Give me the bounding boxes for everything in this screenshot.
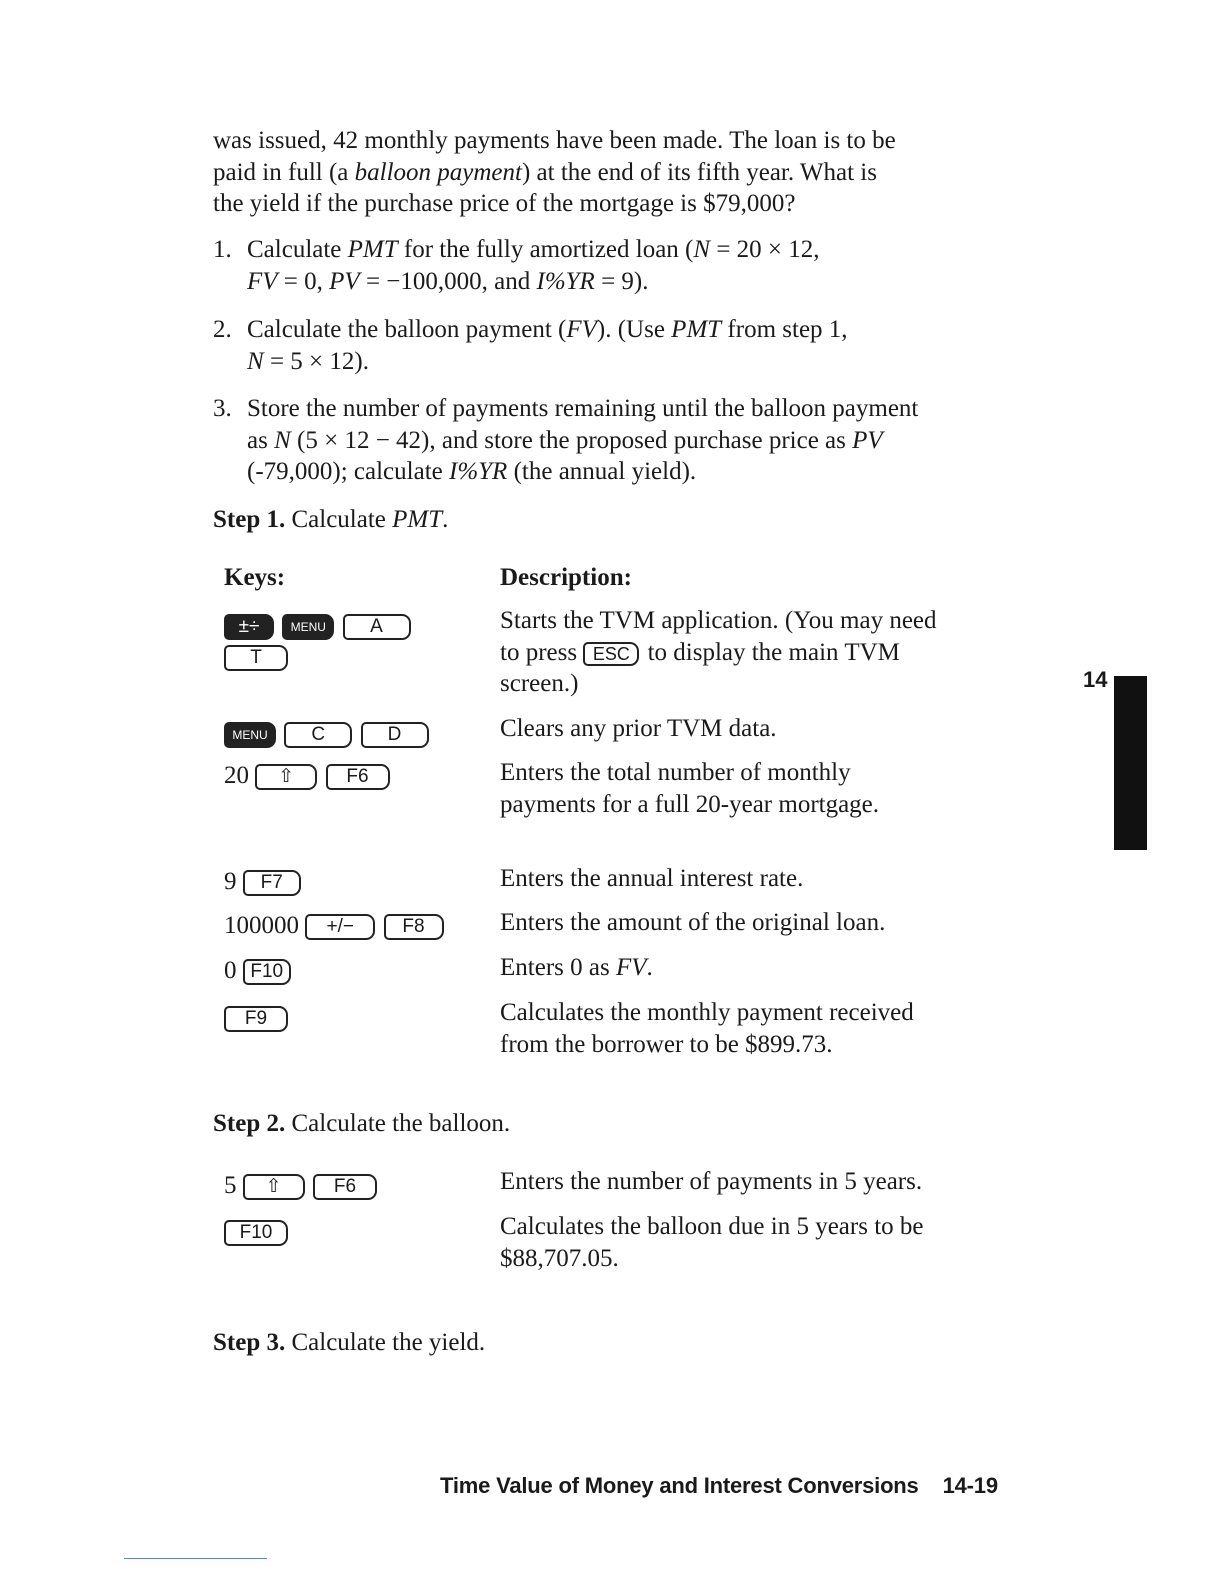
desc-balloon-fv: Calculates the balloon due in 5 years to be $88,707.05. <box>500 1213 924 1272</box>
step-1-heading: Step 1. Calculate PMT. <box>213 506 449 533</box>
numbered-step-2: 2. Calculate the balloon payment (FV). (Use PMT from step 1, N = 5 × 12). <box>213 316 848 375</box>
keys-row-start-tvm-2 <box>224 643 290 671</box>
key-d[interactable]: D <box>361 722 429 748</box>
desc-fv: Enters 0 as FV. <box>500 954 653 981</box>
key-f6[interactable]: F6 <box>313 1174 377 1200</box>
intro-line-1: was issued, 42 monthly payments have been made. The loan is to be <box>213 127 896 154</box>
keys-header: Keys: <box>224 564 286 591</box>
key-f7[interactable]: F7 <box>243 870 301 896</box>
numbered-step-3: 3. Store the number of payments remaining until the balloon payment as N (5 × 12 − 42), and store the proposed purchase price as PV (-79,000); calculate I%YR (the annual yield). <box>213 395 919 485</box>
key-f8[interactable]: F8 <box>384 914 444 940</box>
key-f10[interactable]: F10 <box>243 959 291 985</box>
keys-row-balloon-n: 5 ⇧ F6 <box>224 1172 379 1200</box>
desc-rate: Enters the annual interest rate. <box>500 865 804 892</box>
key-f6[interactable]: F6 <box>326 764 390 790</box>
desc-n: Enters the total number of monthly payments for a full 20-year mortgage. <box>500 759 880 818</box>
desc-pv: Enters the amount of the original loan. <box>500 909 886 936</box>
intro-line-2: paid in full (a balloon payment) at the end of its fifth year. What is <box>213 158 877 186</box>
key-c[interactable]: C <box>284 722 352 748</box>
keys-row-n: 20 ⇧ F6 <box>224 762 392 790</box>
esc-key-icon: ESC <box>583 642 639 666</box>
key-f10[interactable]: F10 <box>224 1220 288 1246</box>
intro-line-3: the yield if the purchase price of the mortgage is $79,000? <box>213 190 796 217</box>
chapter-tab-bar <box>1114 676 1147 850</box>
chapter-tab-label: 14 <box>1083 667 1108 692</box>
desc-start-tvm: Starts the TVM application. (You may need to press ESC to display the main TVM screen.) <box>500 607 937 697</box>
desc-clear: Clears any prior TVM data. <box>500 715 777 742</box>
keys-row-pv: 100000 +/− F8 <box>224 912 446 940</box>
key-t[interactable]: T <box>224 645 288 671</box>
step-3-heading: Step 3. Calculate the yield. <box>213 1329 486 1356</box>
shift-key-icon[interactable]: ⇧ <box>243 1174 305 1200</box>
desc-pmt: Calculates the monthly payment received from the borrower to be $899.73. <box>500 999 914 1058</box>
description-header: Description: <box>500 564 632 591</box>
menu-key-icon[interactable]: MENU <box>282 614 334 640</box>
numbered-step-1: 1. Calculate PMT for the fully amortized loan (N = 20 × 12, FV = 0, PV = −100,000, and I%YR = 9). <box>213 236 820 295</box>
keys-row-fv: 0 F10 <box>224 957 293 985</box>
key-f9[interactable]: F9 <box>224 1006 288 1032</box>
keys-row-pmt <box>224 1004 290 1032</box>
page-footer <box>440 1473 998 1499</box>
page-number: 14-19 <box>942 1473 998 1498</box>
shift-key-icon[interactable]: ⇧ <box>255 764 317 790</box>
bottom-rule <box>124 1558 267 1559</box>
step-2-heading: Step 2. Calculate the balloon. <box>213 1110 511 1137</box>
keys-row-rate: 9 F7 <box>224 868 303 896</box>
menu-key-icon[interactable]: MENU <box>224 722 276 748</box>
keys-row-start-tvm <box>224 612 413 640</box>
key-a[interactable]: A <box>343 614 411 640</box>
desc-balloon-n: Enters the number of payments in 5 years. <box>500 1168 923 1195</box>
keys-row-clear <box>224 720 431 748</box>
footer-title: Time Value of Money and Interest Conversions <box>440 1473 919 1498</box>
keys-row-balloon-fv <box>224 1218 290 1246</box>
intro-paragraph <box>213 125 1043 220</box>
calculator-key-icon[interactable]: ±÷ <box>224 614 274 640</box>
key-plus-minus[interactable]: +/− <box>305 914 375 940</box>
